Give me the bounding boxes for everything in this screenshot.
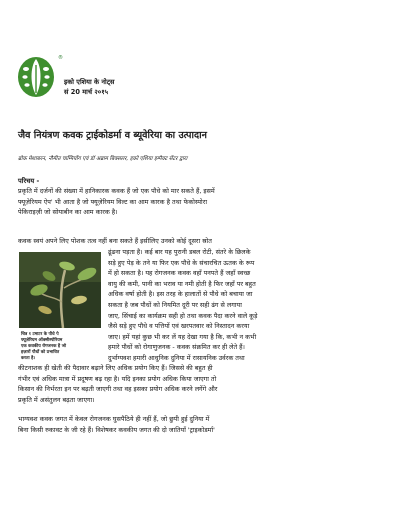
text-line: ढूंढना पड़ता है। कई बार यह पुरानी डबल रोटी, संतरे के छिलके [108,248,251,256]
paragraph-fungi-full [18,363,386,395]
figure-caption [21,332,101,362]
paragraph-fortunately [18,414,386,435]
text-line: बिना किसी रुकावट के जी रहे हैं। विशेषकर कवकीय जगत की दो जातियाँ 'ट्राइकोडर्मा' [18,425,215,434]
article-authors: ब्रोक मेशाबरन, नौमीत चाम्पियोंग एवं डॉ अब्राम बिक्सलर, इको एशिया इम्पैक्ट सेंटर द्वारा [18,156,188,162]
text-line: दुर्भाग्यवश हमारी आधुनिक दुनिया में रासायनिक उर्वरक तथा [108,353,245,362]
paragraph-fungi-bottom [18,395,386,406]
text-line: भाग्यवश कवक जगत में केवल रोगजनक घुसपैठिये ही नहीं हैं, जो छुपी हुई दुनिया में [18,415,210,423]
caption-line: फ्यूज़ेरियम ऑक्सीस्पोरियम [21,338,63,343]
text-line: वायु की कमी, पानी का भराव या नमी होती है फिर जहाँ पर बहुत [108,279,256,288]
text-line: गंभीर एवं अधिक मात्रा में प्रदूषण बढ़ रहा है। यदि इनका प्रयोग अधिक किया जाएगा तो [18,374,217,383]
text-line: प्रकृति में असंतुलन बढ़ता जाएगा। [18,396,95,404]
text-line: फ्यूज़ेरियम ऐप' भी आता है जो फ्यूज़ेरियम विल्ट का आम कारक है तथा फेकोस्पोरा [18,197,207,206]
text-line: कीटनाशक ही खेती की पैदावार बढ़ाने लिए अधिक प्रयोग किए हैं। जिससे की बहुत ही [18,364,213,372]
caption-line: करता है। [21,356,36,361]
text-line: जाए। हमें यहां कुछ भी कर लें यह देखा गया है कि, कभी न कभी [108,332,257,341]
eco-asia-leaf-logo-icon [16,55,56,99]
registered-mark: ® [58,55,63,61]
section-heading-intro: परिचय - [18,177,40,185]
text-line: कवक स्वयं अपने लिए पोशक तत्व नहीं बना सकते हैं इसीलिए उनको कोई दूसरा स्रोत [18,237,212,245]
tomato-plant-photo [19,252,101,328]
text-line: जाए, सिंचाई का कार्यक्रम सही हो तथा कवक पैदा करने वाले कूड़े [108,311,258,320]
note-date: सं 20 मार्च २०१५ [64,88,109,96]
text-line: में हो सकता है। यह रोगजनक कवक वहाँ पनपते हैं जहाँ स्वच्छ [108,269,251,278]
paragraph-fungi-side [108,247,390,364]
text-line: हमारे पौधों को रोगाणुजनक - कवक संक्रमित कर ही लेते हैं। [108,343,245,352]
paragraph-intro [18,186,386,218]
caption-line: हज़ारों पौधों को प्रभावित [21,350,60,355]
caption-line: चित्र १ टमाटर के पौधे पे [21,332,59,337]
text-line: सड़े हुए पेड़ के तने या फिर एक पौधे के संचारचित ऊतक के रूप [108,258,255,267]
text-line: पेकिराइज़ी जो सोयाबीन का आम कारक है। [18,208,118,217]
text-line: सकता है जब पौधों को नियमित दूरी पर सही ढंग से लगाया [108,300,242,309]
text-line: किसान की निर्भरता इन पर बढ़ती जाएगी तथा वह इसका प्रयोग अधिक करने लगेंगे और [18,385,218,394]
text-line: प्रकृति में दर्जनों की संख्या में हानिकारक कवक हैं जो एक पौधे को मार सकते हैं, इसमें [18,187,215,195]
article-title: जैव नियंत्रण कवक ट्राईकोडर्मा व ब्यूवेरिया का उत्पादान [18,130,207,141]
text-line: अधिक वर्षा होती है। इस तरह के हालातों से पौधे को बचाया जा [108,290,253,299]
caption-line: एक कवकीय रोगजनक है जो [21,344,66,349]
note-series-label: इको एशिया के नोट्स [64,78,115,86]
paragraph-fungi-top [18,236,386,247]
text-line: जैसे सड़े हुए पौधे व पत्तियों एवं खरपतवार को निस्तादन करया [108,322,250,331]
